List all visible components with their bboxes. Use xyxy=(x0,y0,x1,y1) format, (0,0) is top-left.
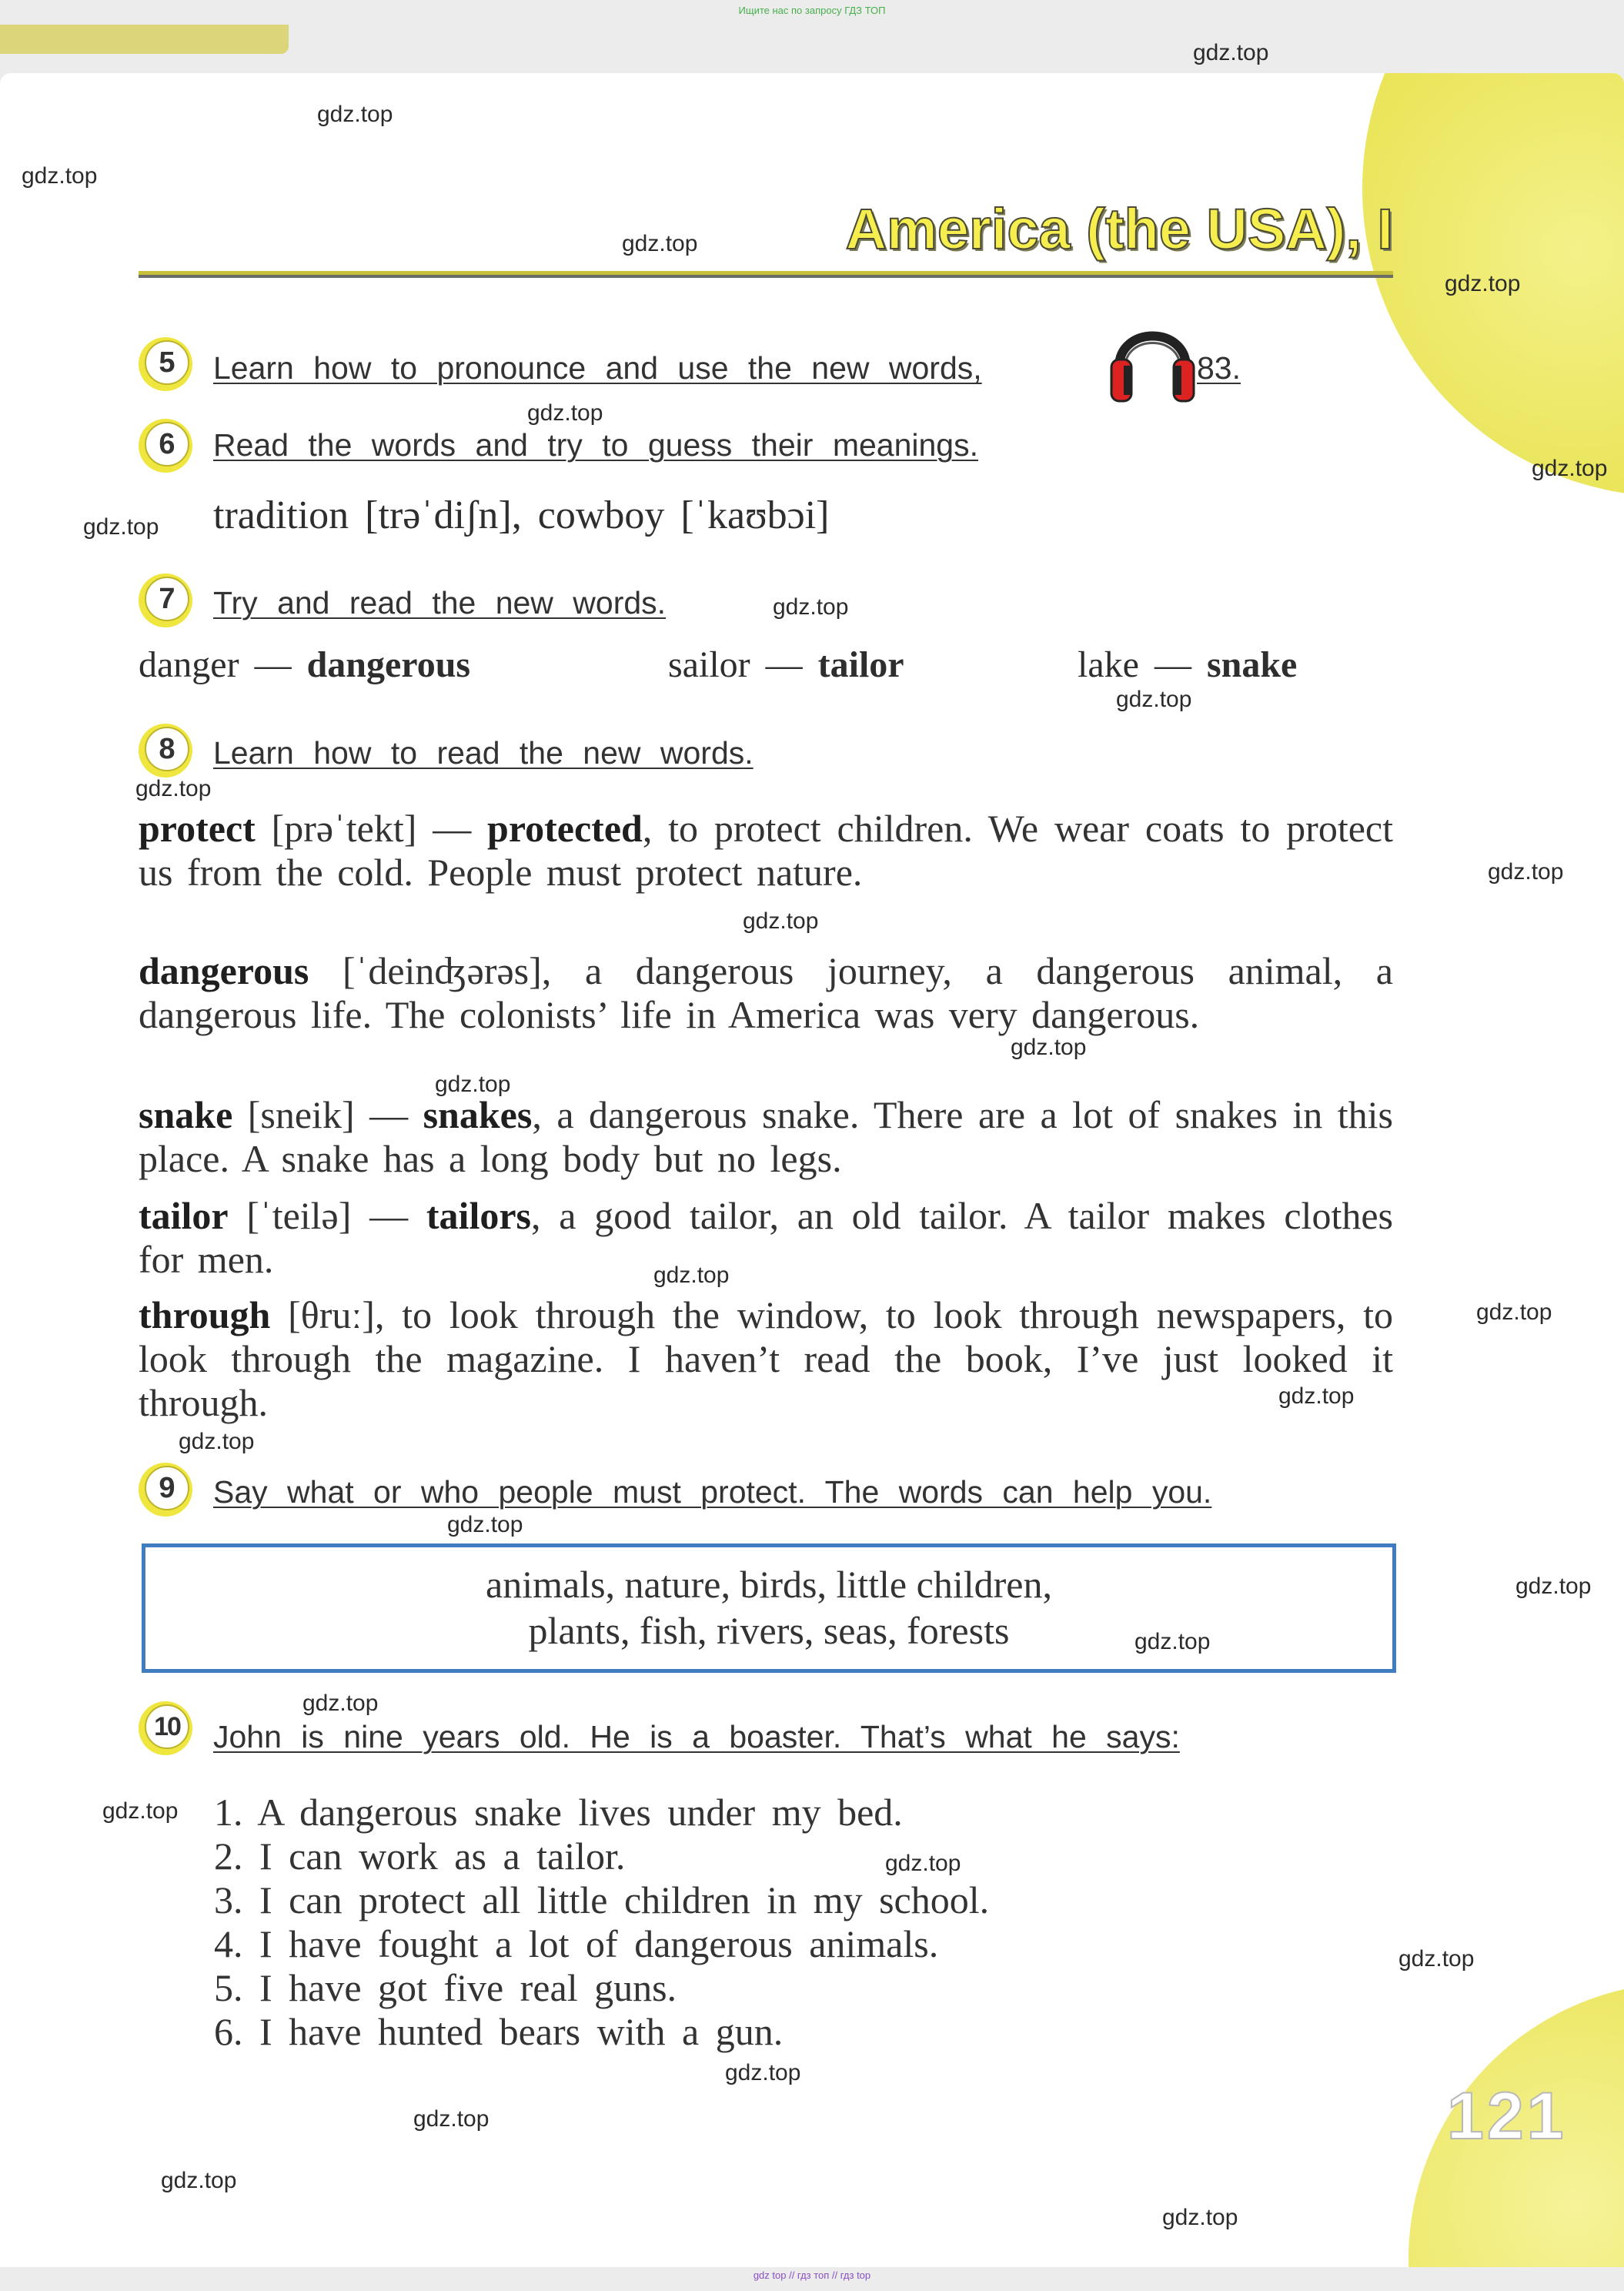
vocab-transcription: [sneik] — xyxy=(232,1093,423,1136)
list-item: 4. I have fought a lot of dangerous animals. xyxy=(214,1922,939,1965)
vocab-form: snakes xyxy=(423,1093,533,1136)
list-item: 5. I have got five real guns. xyxy=(214,1966,677,2009)
watermark: gdz.top xyxy=(1116,687,1192,712)
vocab-word: dangerous xyxy=(139,949,309,992)
vocab-word: through xyxy=(139,1293,271,1336)
watermark: gdz.top xyxy=(83,514,159,540)
exercise-number-label: 5 xyxy=(145,340,189,385)
exercise-6-instruction: Read the words and try to guess their meanings. xyxy=(213,427,978,463)
word-pair xyxy=(139,644,470,686)
watermark: gdz.top xyxy=(161,2168,237,2193)
exercise-6-words: tradition [trəˈdiʃn], cowboy [ˈkaʊbɔi] xyxy=(213,493,830,537)
word-pair-new: tailor xyxy=(817,644,904,685)
watermark: gdz.top xyxy=(527,400,603,426)
vocab-examples: to look through the window, to look through newspapers, to look through the magazine. I haven’t read the book, I’ve just looked it through. xyxy=(139,1293,1393,1424)
watermark: gdz.top xyxy=(1162,2205,1238,2230)
vocab-entry xyxy=(139,1194,1393,1282)
watermark: gdz.top xyxy=(435,1072,511,1097)
exercise-9-instruction: Say what or who people must protect. The words can help you. xyxy=(213,1474,1212,1510)
headphones-icon[interactable] xyxy=(1108,312,1197,404)
word-box-line: plants, fish, rivers, seas, forests xyxy=(528,1609,1010,1652)
top-tab-decoration xyxy=(0,25,289,54)
vocab-word: tailor xyxy=(139,1194,229,1237)
bottom-notice: gdz top // гдз топ // гдз top xyxy=(753,2269,871,2281)
vocab-word: protect xyxy=(139,807,256,850)
watermark: gdz.top xyxy=(773,594,849,620)
vocab-entry xyxy=(139,949,1393,1037)
watermark: gdz.top xyxy=(1445,271,1521,296)
vocab-transcription: [ˈdeinʤərəs], xyxy=(309,949,585,992)
word-pair-base: lake — xyxy=(1078,644,1191,685)
watermark: gdz.top xyxy=(447,1512,523,1537)
word-pair-base: sailor — xyxy=(668,644,803,685)
vocab-entry xyxy=(139,807,1393,895)
watermark: gdz.top xyxy=(1193,40,1269,65)
watermark: gdz.top xyxy=(1476,1299,1552,1325)
list-item: 2. I can work as a tailor. xyxy=(214,1834,626,1878)
watermark: gdz.top xyxy=(1532,456,1608,481)
watermark: gdz.top xyxy=(302,1691,379,1716)
vocab-transcription: [prəˈtekt] — xyxy=(255,807,488,850)
exercise-5-instruction: Learn how to pronounce and use the new words, xyxy=(213,350,982,386)
page-number: 121 xyxy=(1447,2079,1567,2153)
vocab-entry xyxy=(139,1093,1393,1181)
exercise-number-label: 10 xyxy=(145,1704,189,1749)
exercise-7-number xyxy=(139,574,192,627)
watermark: gdz.top xyxy=(653,1263,730,1288)
exercise-9-number xyxy=(139,1463,192,1517)
exercise-8-instruction: Learn how to read the new words. xyxy=(213,735,754,771)
watermark: gdz.top xyxy=(1134,1629,1211,1654)
vocab-transcription: [θruː], xyxy=(270,1293,403,1336)
top-notice: Ищите нас по запросу ГДЗ ТОП xyxy=(738,5,886,16)
word-pair xyxy=(1078,644,1297,686)
watermark: gdz.top xyxy=(1515,1574,1592,1599)
word-pair xyxy=(668,644,904,686)
exercise-6-number xyxy=(139,419,192,473)
exercise-10-instruction: John is nine years old. He is a boaster. That’s what he says: xyxy=(213,1719,1180,1754)
watermark: gdz.top xyxy=(317,102,393,127)
vocab-examples: , a good tailor, an old tailor. A tailor makes clothes for men. xyxy=(139,1194,1393,1281)
exercise-number-label: 8 xyxy=(145,727,189,771)
list-item: 3. I can protect all little children in my school. xyxy=(214,1878,990,1921)
word-pair-base: danger — xyxy=(139,644,292,685)
vocab-entry xyxy=(139,1293,1393,1425)
list-item: 6. I have hunted bears with a gun. xyxy=(214,2010,784,2053)
exercise-5-track: 83. xyxy=(1197,350,1241,386)
list-item: 1. A dangerous snake lives under my bed. xyxy=(214,1791,903,1834)
exercise-10-number xyxy=(139,1701,192,1755)
watermark: gdz.top xyxy=(743,908,819,934)
word-pair-new: dangerous xyxy=(306,644,471,685)
word-box-line: animals, nature, birds, little children, xyxy=(486,1563,1052,1606)
watermark: gdz.top xyxy=(622,231,698,256)
unit-title: America (the USA), I xyxy=(845,197,1393,261)
exercise-8-number xyxy=(139,724,192,778)
vocab-form: protected xyxy=(487,807,643,850)
watermark: gdz.top xyxy=(102,1798,179,1824)
watermark: gdz.top xyxy=(179,1429,255,1454)
vocab-form: tailors xyxy=(426,1194,531,1237)
exercise-number-label: 7 xyxy=(145,577,189,621)
vocab-word: snake xyxy=(139,1093,233,1136)
exercise-number-label: 9 xyxy=(145,1466,189,1510)
watermark: gdz.top xyxy=(885,1851,961,1876)
watermark: gdz.top xyxy=(1398,1946,1475,1972)
exercise-5-number xyxy=(139,337,192,391)
boast-list xyxy=(214,1791,989,2054)
watermark: gdz.top xyxy=(413,2106,490,2132)
word-pair-new: snake xyxy=(1206,644,1298,685)
vocab-examples: a dangerous journey, a dangerous animal, a dangerous life. The colonists’ life in America was very dangerous. xyxy=(139,949,1393,1036)
vocab-examples: , a dangerous snake. There are a lot of snakes in this place. A snake has a long body but no legs. xyxy=(139,1093,1394,1180)
title-rule xyxy=(139,271,1393,278)
exercise-7-instruction: Try and read the new words. xyxy=(213,585,667,620)
exercise-number-label: 6 xyxy=(145,422,189,467)
watermark: gdz.top xyxy=(135,776,212,801)
watermark: gdz.top xyxy=(1011,1035,1087,1060)
watermark: gdz.top xyxy=(22,163,98,189)
watermark: gdz.top xyxy=(725,2060,801,2085)
vocab-examples: , to protect children. We wear coats to protect us from the cold. People must protect nature. xyxy=(139,807,1393,894)
watermark: gdz.top xyxy=(1278,1383,1355,1409)
vocab-transcription: [ˈteilə] — xyxy=(228,1194,426,1237)
watermark: gdz.top xyxy=(1488,859,1564,885)
